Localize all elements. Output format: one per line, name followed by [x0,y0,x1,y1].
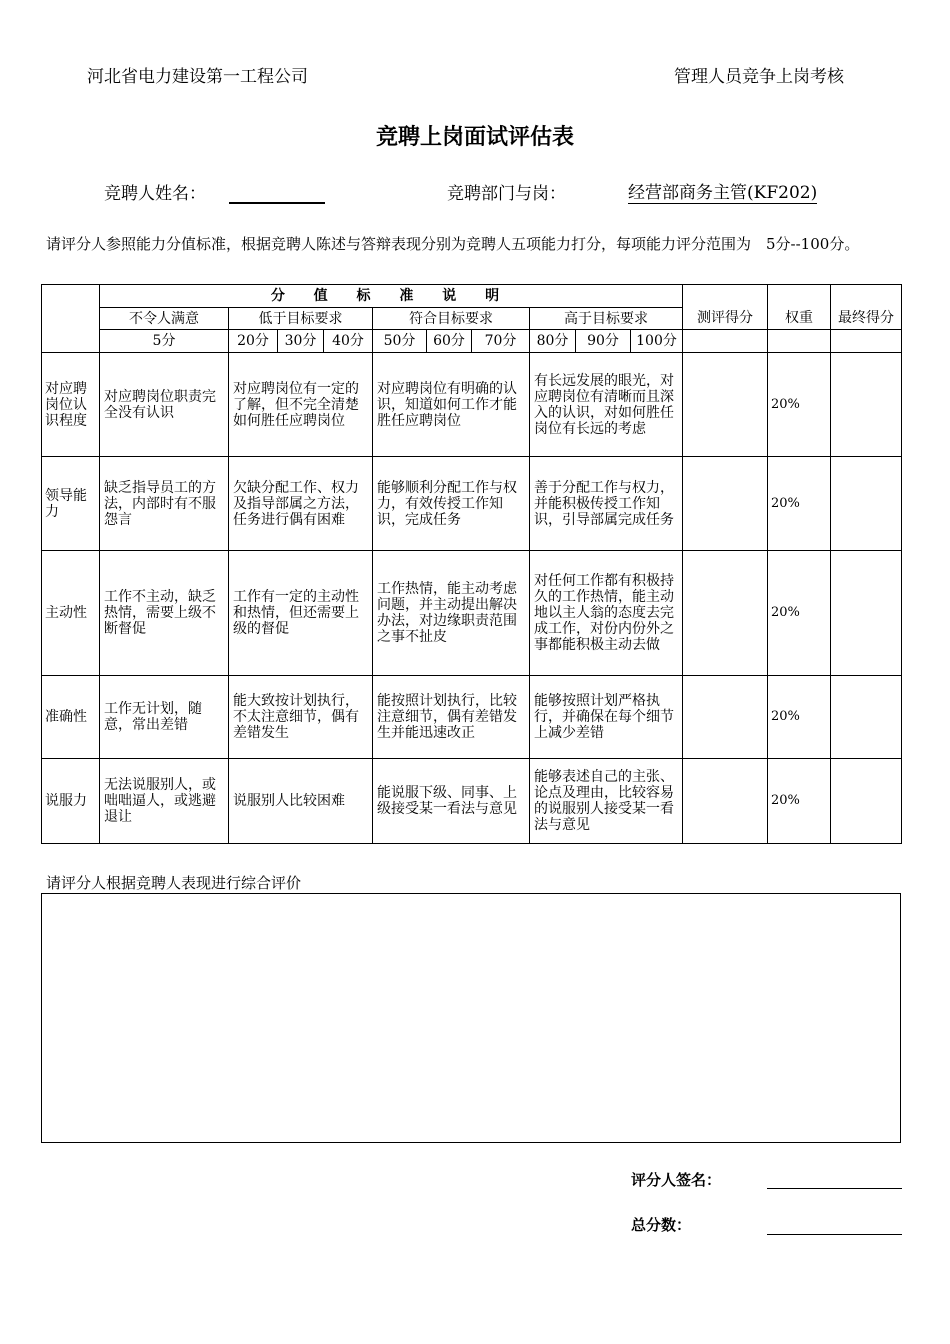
desc-unsatisfactory: 对应聘岗位职责完全没有认识 [100,353,229,457]
weight-value: 20% [768,551,831,676]
department-label: 竞聘部门与岗： [447,184,566,204]
standard-title: 分 值 标 准 说 明 [100,285,683,308]
score-point: 70分 [472,330,530,353]
table-row [42,457,902,551]
page-title: 竞聘上岗面试评估表 [375,124,574,150]
ability-name: 说服力 [42,759,100,844]
comment-label: 请评分人根据竞聘人表现进行综合评价 [46,874,302,892]
table-row [42,676,902,759]
level-below-target: 低于目标要求 [229,308,373,330]
col-final-score: 最终得分 [831,308,902,330]
weight-value: 20% [768,353,831,457]
level-unsatisfactory: 不令人满意 [100,308,229,330]
score-point: 5分 [100,330,229,353]
desc-unsatisfactory: 缺乏指导员工的方法，内部时有不服怨言 [100,457,229,551]
eval-score-cell[interactable] [683,353,768,457]
col-weight: 权重 [768,308,831,330]
col-eval-score: 测评得分 [683,308,768,330]
desc-above-target: 善于分配工作与权力，并能积极传授工作知识，引导部属完成任务 [530,457,683,551]
final-score-cell[interactable] [831,353,902,457]
table-header-row [42,285,902,308]
desc-meets-target: 能按照计划执行，比较注意细节，偶有差错发生并能迅速改正 [373,676,530,759]
ability-name: 对应聘岗位认识程度 [42,353,100,457]
candidate-name-field[interactable] [229,178,325,204]
company-name: 河北省电力建设第一工程公司 [87,67,308,87]
desc-meets-target: 工作热情，能主动考虑问题，并主动提出解决办法，对边缘职责范围之事不扯皮 [373,551,530,676]
score-point: 30分 [278,330,324,353]
desc-above-target: 能够表述自己的主张、论点及理由，比较容易的说服别人接受某一看法与意见 [530,759,683,844]
total-score-label: 总分数： [631,1216,692,1234]
eval-score-cell[interactable] [683,551,768,676]
candidate-name-label: 竞聘人姓名： [104,184,206,204]
rater-signature-line[interactable] [767,1188,902,1189]
desc-below-target: 说服别人比较困难 [229,759,373,844]
desc-below-target: 能大致按计划执行，不太注意细节，偶有差错发生 [229,676,373,759]
score-point-row [42,330,902,353]
desc-above-target: 对任何工作都有积极持久的工作热情，能主动地以主人翁的态度去完成工作，对份内份外之事都能积极主动去做 [530,551,683,676]
eval-score-cell[interactable] [683,457,768,551]
desc-unsatisfactory: 工作不主动，缺乏热情，需要上级不断督促 [100,551,229,676]
desc-below-target: 对应聘岗位有一定的了解，但不完全清楚如何胜任应聘岗位 [229,353,373,457]
weight-value: 20% [768,676,831,759]
desc-below-target: 欠缺分配工作、权力及指导部属之方法，任务进行偶有困难 [229,457,373,551]
table-row [42,759,902,844]
ability-name: 准确性 [42,676,100,759]
final-score-cell[interactable] [831,551,902,676]
score-point: 90分 [576,330,631,353]
final-score-cell[interactable] [831,759,902,844]
desc-unsatisfactory: 工作无计划，随意，常出差错 [100,676,229,759]
total-score-line[interactable] [767,1234,902,1235]
ability-name: 主动性 [42,551,100,676]
score-point: 50分 [373,330,427,353]
final-score-cell[interactable] [831,457,902,551]
score-point: 80分 [530,330,576,353]
score-point: 60分 [427,330,472,353]
ability-name: 领导能力 [42,457,100,551]
document-type: 管理人员竞争上岗考核 [674,67,844,87]
corner-cell [42,285,100,353]
desc-meets-target: 能够顺利分配工作与权力，有效传授工作知识，完成任务 [373,457,530,551]
level-row [42,308,902,330]
eval-score-cell[interactable] [683,759,768,844]
final-score-cell[interactable] [831,676,902,759]
score-point: 40分 [324,330,373,353]
desc-unsatisfactory: 无法说服别人，或咄咄逼人，或逃避退让 [100,759,229,844]
desc-above-target: 能够按照计划严格执行，并确保在每个细节上减少差错 [530,676,683,759]
level-above-target: 高于目标要求 [530,308,683,330]
desc-meets-target: 能说服下级、同事、上级接受某一看法与意见 [373,759,530,844]
table-row [42,353,902,457]
rater-signature-label: 评分人签名： [631,1171,722,1189]
table-row [42,551,902,676]
instruction-text: 请评分人参照能力分值标准，根据竞聘人陈述与答辩表现分别为竞聘人五项能力打分，每项能力评分范围为 5分--100分。 [46,235,860,253]
department-value: 经营部商务主管(KF202) [628,178,817,204]
desc-meets-target: 对应聘岗位有明确的认识，知道如何工作才能胜任应聘岗位 [373,353,530,457]
desc-below-target: 工作有一定的主动性和热情，但还需要上级的督促 [229,551,373,676]
score-point: 20分 [229,330,278,353]
weight-value: 20% [768,759,831,844]
eval-score-cell[interactable] [683,676,768,759]
weight-value: 20% [768,457,831,551]
level-meets-target: 符合目标要求 [373,308,530,330]
evaluation-table [41,284,902,844]
score-point: 100分 [631,330,683,353]
desc-above-target: 有长远发展的眼光，对应聘岗位有清晰而且深入的认识，对如何胜任岗位有长远的考虑 [530,353,683,457]
comment-box[interactable] [41,893,901,1143]
